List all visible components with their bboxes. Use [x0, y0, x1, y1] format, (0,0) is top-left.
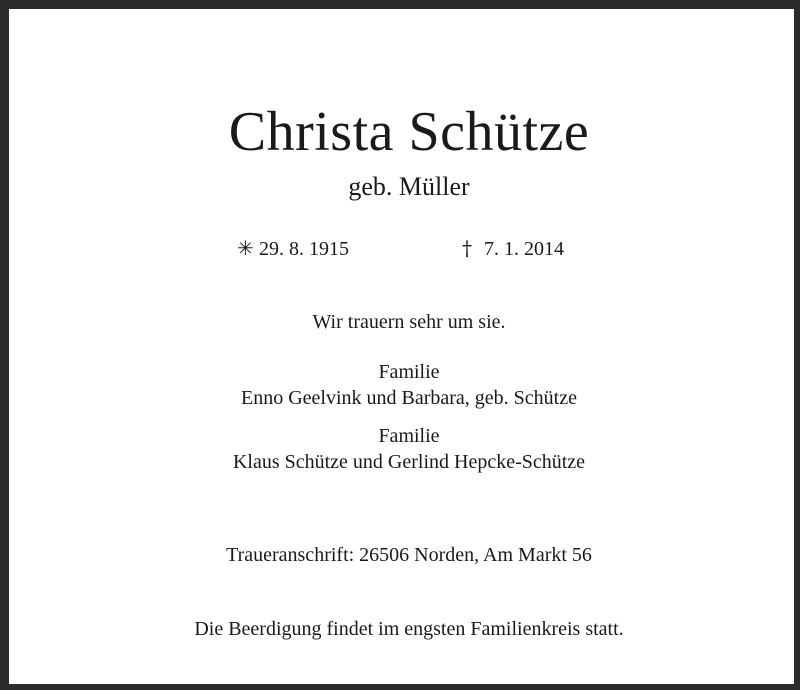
death-date: 7. 1. 2014	[484, 238, 564, 260]
mourning-line: Wir trauern sehr um sie.	[312, 311, 506, 333]
birth-star-icon: ✳	[237, 236, 254, 260]
funeral-note: Die Beerdigung findet im engsten Familienkreis statt.	[194, 618, 624, 640]
birth-date: 29. 8. 1915	[259, 238, 349, 260]
death-date-line	[462, 235, 564, 262]
mourning-address: Traueranschrift: 26506 Norden, Am Markt 56	[226, 544, 592, 566]
family-names: Klaus Schütze und Gerlind Hepcke-Schütze	[232, 451, 586, 473]
family-names: Enno Geelvink und Barbara, geb. Schütze	[240, 387, 577, 409]
family-label: Familie	[378, 425, 440, 447]
birth-date-line	[237, 235, 349, 262]
family-label: Familie	[378, 361, 440, 383]
maiden-name: geb. Müller	[348, 172, 470, 201]
death-cross-icon: †	[462, 236, 472, 260]
deceased-name: Christa Schütze	[228, 101, 590, 163]
